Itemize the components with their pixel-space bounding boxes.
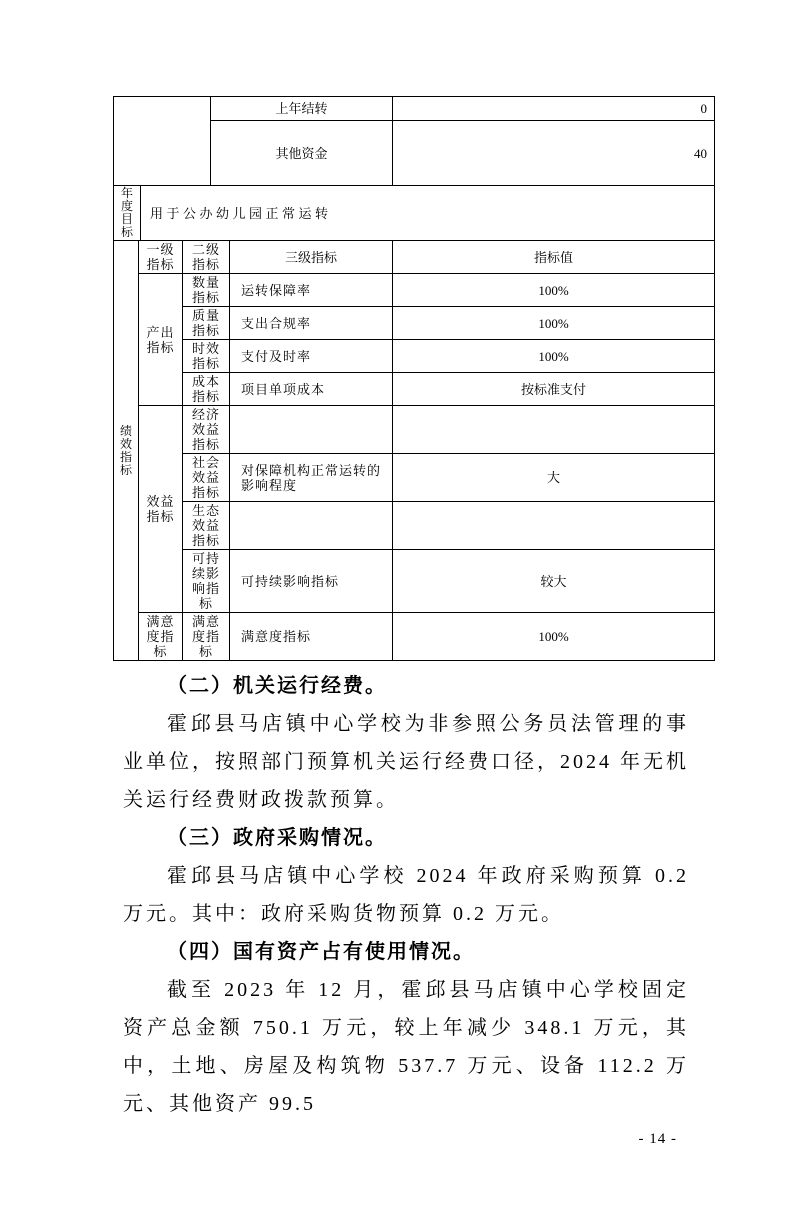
indicator-level2: 社会效益指标 <box>183 454 230 502</box>
table-row <box>114 340 715 373</box>
page-number: - 14 - <box>638 1131 677 1147</box>
performance-indicators-table <box>113 240 715 661</box>
table-row <box>114 373 715 406</box>
section-paragraph-3: 霍邱县马店镇中心学校 2024 年政府采购预算 0.2 万元。其中：政府采购货物预算 0.2 万元。 <box>123 865 689 925</box>
indicator-value: 按标准支付 <box>393 373 715 406</box>
group-output-label: 产出指标 <box>139 274 183 406</box>
body-text <box>123 667 689 1123</box>
indicator-value: 100% <box>393 274 715 307</box>
section-heading-3: （三）政府采购情况。 <box>167 827 387 849</box>
indicator-level3: 满意度指标 <box>230 613 393 661</box>
indicator-level3: 运转保障率 <box>230 274 393 307</box>
indicator-level2: 经济效益指标 <box>183 406 230 454</box>
table-row <box>114 613 715 661</box>
indicator-value: 大 <box>393 454 715 502</box>
table-row <box>114 186 715 241</box>
indicator-value: 100% <box>393 307 715 340</box>
group-satisfaction-label: 满意度指标 <box>139 613 183 661</box>
header-level2: 二级指标 <box>183 241 230 274</box>
table-row <box>114 97 715 121</box>
table-row <box>114 307 715 340</box>
annual-goal-content: 用于公办幼儿园正常运转 <box>141 186 715 241</box>
annual-goal-table <box>113 185 715 241</box>
header-level1: 一级指标 <box>139 241 183 274</box>
indicator-value: 较大 <box>393 550 715 613</box>
section-paragraph-4: 截至 2023 年 12 月，霍邱县马店镇中心学校固定资产总金额 750.1 万元，较上年减少 348.1 万元，其中，土地、房屋及构筑物 537.7 万元、设备 112.2 万元、其他资产 99.5 <box>123 979 689 1115</box>
indicator-level2: 质量指标 <box>183 307 230 340</box>
table-row <box>114 406 715 454</box>
indicator-value <box>393 502 715 550</box>
indicator-level3: 支付及时率 <box>230 340 393 373</box>
row-value: 40 <box>393 121 715 186</box>
indicator-level2: 成本指标 <box>183 373 230 406</box>
indicator-level3: 项目单项成本 <box>230 373 393 406</box>
header-level3: 三级指标 <box>230 241 393 274</box>
table-header-row <box>114 241 715 274</box>
indicator-level3 <box>230 502 393 550</box>
indicator-level2: 数量指标 <box>183 274 230 307</box>
table-row <box>114 274 715 307</box>
indicator-level3: 支出合规率 <box>230 307 393 340</box>
indicator-value: 100% <box>393 613 715 661</box>
annual-goal-label: 年度目标 <box>114 186 141 241</box>
section-paragraph-2: 霍邱县马店镇中心学校为非参照公务员法管理的事业单位，按照部门预算机关运行经费口径，2024 年无机关运行经费财政拨款预算。 <box>123 713 689 811</box>
document-page <box>0 96 793 1218</box>
indicator-level2: 满意度指标 <box>183 613 230 661</box>
row-value: 0 <box>393 97 715 121</box>
table-row <box>114 550 715 613</box>
indicator-value <box>393 406 715 454</box>
empty-spanner-cell <box>114 97 211 186</box>
section-heading-4: （四）国有资产占有使用情况。 <box>167 941 475 963</box>
indicator-value: 100% <box>393 340 715 373</box>
budget-carryover-table <box>113 96 715 186</box>
row-label: 其他资金 <box>211 121 393 186</box>
indicator-level2: 生态效益指标 <box>183 502 230 550</box>
section-heading-2: （二）机关运行经费。 <box>167 675 387 697</box>
performance-side-label: 绩效指标 <box>114 241 139 661</box>
indicator-level3: 可持续影响指标 <box>230 550 393 613</box>
header-value: 指标值 <box>393 241 715 274</box>
indicator-level3: 对保障机构正常运转的影响程度 <box>230 454 393 502</box>
indicator-level2: 可持续影响指标 <box>183 550 230 613</box>
table-row <box>114 502 715 550</box>
indicator-level3 <box>230 406 393 454</box>
row-label: 上年结转 <box>211 97 393 121</box>
table-row <box>114 454 715 502</box>
group-benefit-label: 效益指标 <box>139 406 183 613</box>
indicator-level2: 时效指标 <box>183 340 230 373</box>
